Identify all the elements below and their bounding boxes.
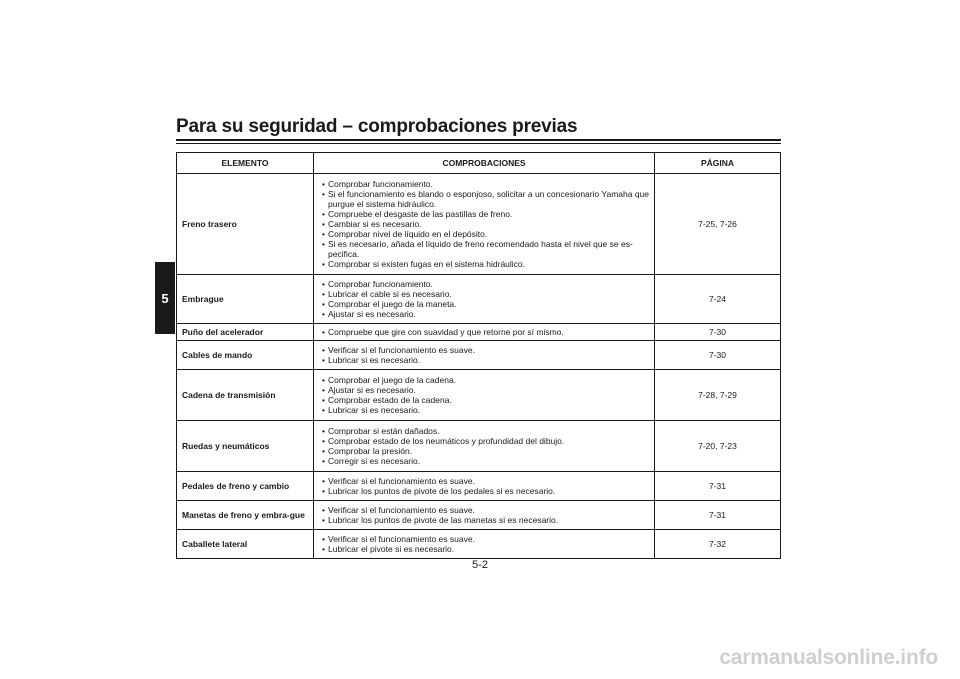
title-rule-thick: [176, 139, 781, 141]
check-text: Compruebe el desgaste de las pastillas de freno.: [328, 209, 513, 219]
check-item: [319, 345, 649, 355]
table-row: [177, 174, 781, 275]
check-item: [319, 534, 649, 544]
check-text: Comprobar el juego de la maneta.: [328, 299, 457, 309]
header-item: ELEMENTO: [177, 153, 314, 174]
check-item: [319, 327, 649, 337]
table-row: [177, 421, 781, 472]
check-item: [319, 544, 649, 554]
row-item: Caballete lateral: [177, 530, 314, 559]
row-checks: [314, 501, 655, 530]
row-pages: 7-31: [655, 472, 781, 501]
bullet-icon: •: [322, 395, 325, 405]
check-text: Lubricar el pivote si es necesario.: [328, 544, 455, 554]
check-text: Ajustar si es necesario.: [328, 309, 416, 319]
check-text: Comprobar estado de la cadena.: [328, 395, 452, 405]
bullet-icon: •: [322, 486, 325, 496]
check-item: [319, 505, 649, 515]
row-pages: 7-32: [655, 530, 781, 559]
check-text: Cambiar si es necesario.: [328, 219, 422, 229]
bullet-icon: •: [322, 289, 325, 299]
check-text: Lubricar el cable si es necesario.: [328, 289, 452, 299]
bullet-icon: •: [322, 375, 325, 385]
check-text: Verificar si el funcionamiento es suave.: [328, 345, 475, 355]
bullet-icon: •: [322, 476, 325, 486]
table-header-row: [177, 153, 781, 174]
check-text: Comprobar la presión.: [328, 446, 413, 456]
table-row: [177, 370, 781, 421]
check-item: [319, 355, 649, 365]
check-text: Si es necesario, añada el líquido de freno recomendado hasta el nivel que se es-pecifica.: [328, 239, 633, 259]
bullet-icon: •: [322, 456, 325, 466]
row-pages: 7-28, 7-29: [655, 370, 781, 421]
bullet-icon: •: [322, 279, 325, 289]
check-text: Compruebe que gire con suavidad y que retorne por sí mismo.: [328, 327, 564, 337]
check-text: Comprobar estado de los neumáticos y profundidad del dibujo.: [328, 436, 565, 446]
row-pages: 7-30: [655, 324, 781, 341]
check-item: [319, 385, 649, 395]
row-item: Puño del acelerador: [177, 324, 314, 341]
row-checks: [314, 174, 655, 275]
check-item: [319, 426, 649, 436]
bullet-icon: •: [322, 299, 325, 309]
check-item: [319, 209, 649, 219]
check-text: Comprobar si están dañados.: [328, 426, 440, 436]
check-text: Comprobar funcionamiento.: [328, 279, 433, 289]
pre-operation-checks-table: [176, 152, 781, 559]
row-checks: [314, 472, 655, 501]
bullet-icon: •: [322, 345, 325, 355]
bullet-icon: •: [322, 544, 325, 554]
check-text: Comprobar el juego de la cadena.: [328, 375, 457, 385]
header-checks: COMPROBACIONES: [314, 153, 655, 174]
check-text: Ajustar si es necesario.: [328, 385, 416, 395]
bullet-icon: •: [322, 309, 325, 319]
check-item: [319, 219, 649, 229]
bullet-icon: •: [322, 209, 325, 219]
row-item: Cadena de transmisión: [177, 370, 314, 421]
check-text: Verificar si el funcionamiento es suave.: [328, 476, 475, 486]
bullet-icon: •: [322, 446, 325, 456]
bullet-icon: •: [322, 505, 325, 515]
row-pages: 7-25, 7-26: [655, 174, 781, 275]
check-item: [319, 375, 649, 385]
check-text: Si el funcionamiento es blando o esponjoso, solicitar a un concesionario Yamaha que purgue el sistema hidráulico.: [328, 189, 650, 209]
check-item: [319, 476, 649, 486]
row-item: Cables de mando: [177, 341, 314, 370]
bullet-icon: •: [322, 189, 325, 199]
check-text: Comprobar si existen fugas en el sistema hidráulico.: [328, 259, 526, 269]
check-text: Corregir si es necesario.: [328, 456, 421, 466]
table-row: [177, 324, 781, 341]
table-body: [177, 174, 781, 559]
check-item: [319, 446, 649, 456]
table-row: [177, 275, 781, 324]
row-checks: [314, 530, 655, 559]
title-rule-thin: [176, 143, 781, 144]
table-row: [177, 501, 781, 530]
check-item: [319, 289, 649, 299]
check-text: Lubricar si es necesario.: [328, 405, 421, 415]
row-pages: 7-31: [655, 501, 781, 530]
check-text: Lubricar si es necesario.: [328, 355, 421, 365]
bullet-icon: •: [322, 179, 325, 189]
row-checks: [314, 341, 655, 370]
chapter-tab: 5: [155, 262, 175, 334]
check-item: [319, 259, 649, 269]
row-checks: [314, 324, 655, 341]
bullet-icon: •: [322, 534, 325, 544]
header-pages: PÁGINA: [655, 153, 781, 174]
check-text: Comprobar nivel de líquido en el depósito.: [328, 229, 488, 239]
bullet-icon: •: [322, 259, 325, 269]
row-item: Ruedas y neumáticos: [177, 421, 314, 472]
check-item: [319, 299, 649, 309]
watermark: carmanualsonline.info: [719, 646, 938, 669]
check-text: Verificar si el funcionamiento es suave.: [328, 505, 475, 515]
row-checks: [314, 421, 655, 472]
table-row: [177, 530, 781, 559]
check-item: [319, 309, 649, 319]
bullet-icon: •: [322, 436, 325, 446]
check-text: Comprobar funcionamiento.: [328, 179, 433, 189]
check-item: [319, 486, 649, 496]
bullet-icon: •: [322, 239, 325, 249]
check-text: Verificar si el funcionamiento es suave.: [328, 534, 475, 544]
row-pages: 7-20, 7-23: [655, 421, 781, 472]
row-checks: [314, 370, 655, 421]
row-item: Freno trasero: [177, 174, 314, 275]
row-item: Pedales de freno y cambio: [177, 472, 314, 501]
table-row: [177, 472, 781, 501]
bullet-icon: •: [322, 426, 325, 436]
bullet-icon: •: [322, 219, 325, 229]
check-item: [319, 456, 649, 466]
check-text: Lubricar los puntos de pivote de las manetas si es necesario.: [328, 515, 559, 525]
check-item: [319, 405, 649, 415]
check-item: [319, 229, 649, 239]
bullet-icon: •: [322, 405, 325, 415]
check-text: Lubricar los puntos de pivote de los pedales si es necesario.: [328, 486, 556, 496]
bullet-icon: •: [322, 327, 325, 337]
page-title: Para su seguridad – comprobaciones previas: [176, 116, 578, 137]
check-item: [319, 515, 649, 525]
row-pages: 7-30: [655, 341, 781, 370]
check-item: [319, 179, 649, 189]
bullet-icon: •: [322, 385, 325, 395]
row-item: Manetas de freno y embra-gue: [177, 501, 314, 530]
row-item: Embrague: [177, 275, 314, 324]
page-number: 5-2: [472, 559, 488, 571]
bullet-icon: •: [322, 355, 325, 365]
check-item: [319, 239, 649, 259]
check-item: [319, 436, 649, 446]
check-item: [319, 395, 649, 405]
check-item: [319, 279, 649, 289]
check-item: [319, 189, 649, 209]
table-row: [177, 341, 781, 370]
row-pages: 7-24: [655, 275, 781, 324]
row-checks: [314, 275, 655, 324]
bullet-icon: •: [322, 515, 325, 525]
bullet-icon: •: [322, 229, 325, 239]
